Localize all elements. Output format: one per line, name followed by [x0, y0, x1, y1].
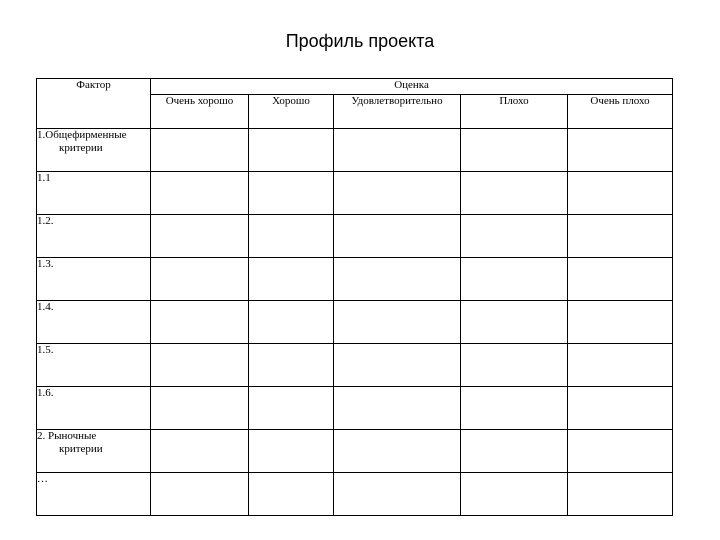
rating-cell[interactable] [334, 258, 461, 301]
rating-cell[interactable] [334, 387, 461, 430]
table-row [37, 129, 673, 172]
factor-cell [37, 430, 151, 473]
rating-cell[interactable] [151, 301, 249, 344]
rating-cell[interactable] [568, 258, 673, 301]
rating-cell[interactable] [334, 473, 461, 516]
factor-label: … [37, 473, 48, 485]
rating-cell[interactable] [461, 387, 568, 430]
table-row [37, 473, 673, 516]
table-row [37, 387, 673, 430]
rating-cell[interactable] [568, 215, 673, 258]
factor-cell [37, 258, 151, 301]
rating-cell[interactable] [334, 344, 461, 387]
rating-cell[interactable] [249, 172, 334, 215]
rating-cell[interactable] [461, 129, 568, 172]
factor-label-continued: критерии [59, 142, 103, 154]
rating-cell[interactable] [249, 473, 334, 516]
rating-cell[interactable] [334, 215, 461, 258]
rating-cell[interactable] [151, 258, 249, 301]
table-row [37, 344, 673, 387]
rating-cell[interactable] [568, 387, 673, 430]
rating-cell[interactable] [334, 430, 461, 473]
rating-cell[interactable] [461, 172, 568, 215]
rating-cell[interactable] [249, 387, 334, 430]
table-row [37, 430, 673, 473]
rating-cell[interactable] [461, 473, 568, 516]
table-body [37, 129, 673, 516]
factor-cell [37, 215, 151, 258]
table-row [37, 215, 673, 258]
project-profile-table [36, 78, 673, 516]
rating-column-very-good: Очень хорошо [151, 95, 249, 129]
rating-cell[interactable] [461, 430, 568, 473]
rating-cell[interactable] [334, 301, 461, 344]
rating-cell[interactable] [151, 172, 249, 215]
rating-cell[interactable] [249, 215, 334, 258]
rating-cell[interactable] [249, 430, 334, 473]
factor-cell [37, 301, 151, 344]
rating-column-satisfactory: Удовлетворительно [334, 95, 461, 129]
factor-label: 1.4. [37, 301, 54, 313]
rating-cell[interactable] [461, 258, 568, 301]
rating-cell[interactable] [249, 344, 334, 387]
rating-cell[interactable] [568, 172, 673, 215]
header-row [37, 79, 673, 95]
rating-cell[interactable] [334, 172, 461, 215]
table-row [37, 258, 673, 301]
rating-cell[interactable] [151, 430, 249, 473]
factor-label-continued: критерии [59, 443, 103, 455]
rating-column-bad: Плохо [461, 95, 568, 129]
rating-cell[interactable] [568, 473, 673, 516]
rating-cell[interactable] [568, 344, 673, 387]
factor-header: Фактор [37, 79, 151, 129]
factor-label: 2. Рыночные [37, 430, 97, 442]
factor-label: 1.5. [37, 344, 54, 356]
rating-cell[interactable] [461, 344, 568, 387]
factor-label: 1.Общефирменные [37, 129, 127, 141]
rating-cell[interactable] [568, 129, 673, 172]
page-title: Профиль проекта [285, 31, 435, 51]
rating-cell[interactable] [151, 387, 249, 430]
rating-cell[interactable] [568, 301, 673, 344]
rating-cell[interactable] [249, 301, 334, 344]
rating-header: Оценка [151, 79, 673, 95]
rating-cell[interactable] [151, 344, 249, 387]
factor-cell [37, 344, 151, 387]
factor-label: 1.3. [37, 258, 54, 270]
rating-cell[interactable] [151, 473, 249, 516]
rating-cell[interactable] [461, 301, 568, 344]
factor-cell [37, 129, 151, 172]
rating-cell[interactable] [568, 430, 673, 473]
rating-cell[interactable] [249, 258, 334, 301]
rating-cell[interactable] [334, 129, 461, 172]
factor-cell [37, 473, 151, 516]
factor-label: 1.6. [37, 387, 54, 399]
table-row [37, 301, 673, 344]
factor-label: 1.1 [37, 172, 51, 184]
factor-cell [37, 172, 151, 215]
rating-cell[interactable] [151, 129, 249, 172]
rating-column-very-bad: Очень плохо [568, 95, 673, 129]
factor-cell [37, 387, 151, 430]
rating-cell[interactable] [151, 215, 249, 258]
table-row [37, 172, 673, 215]
factor-label: 1.2. [37, 215, 54, 227]
rating-cell[interactable] [249, 129, 334, 172]
rating-column-good: Хорошо [249, 95, 334, 129]
rating-cell[interactable] [461, 215, 568, 258]
